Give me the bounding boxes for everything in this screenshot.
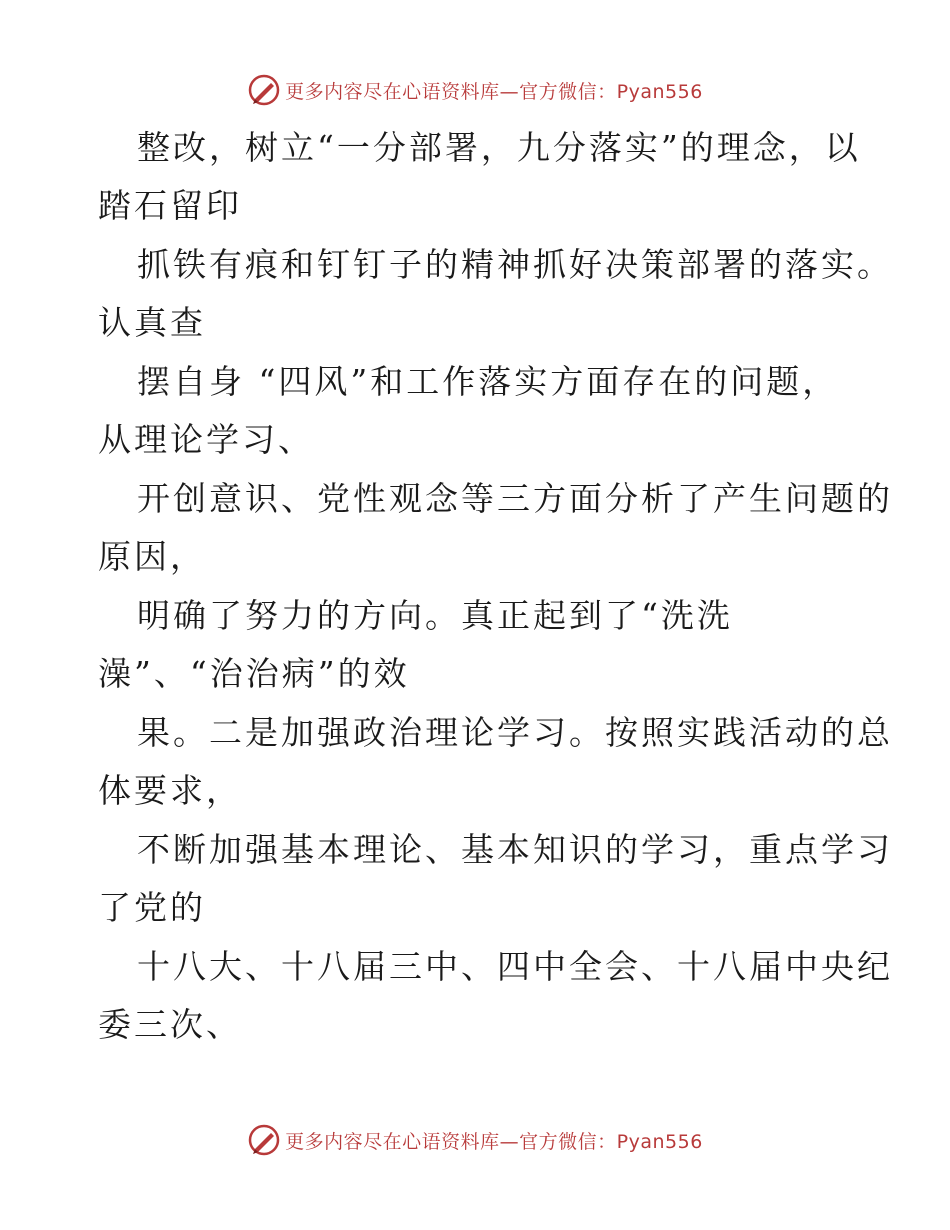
text-line: 明确了努力的方向。真正起到了“洗洗 [137, 596, 733, 635]
text-line: 踏石留印 [98, 186, 242, 225]
text-line: 果。二是加强政治理论学习。按照实践活动的总 [137, 713, 893, 752]
text-line: 十八大、十八届三中、四中全会、十八届中央纪 [137, 947, 893, 986]
text-line: 从理论学习、 [98, 420, 314, 459]
text-line: 不断加强基本理论、基本知识的学习，重点学习 [137, 830, 893, 869]
watermark-text: 更多内容尽在心语资料库—官方微信：Pyan556 [285, 1130, 703, 1153]
text-line: 体要求， [98, 771, 242, 810]
text-line: 开创意识、党性观念等三方面分析了产生问题的 [137, 479, 893, 518]
header-watermark [0, 70, 950, 110]
text-line: 委三次、 [98, 1005, 242, 1044]
pen-logo-icon [247, 73, 281, 107]
text-line: 抓铁有痕和钉钉子的精神抓好决策部署的落实。 [137, 245, 893, 284]
text-line: 整改，树立“一分部署，九分落实”的理念，以 [137, 128, 861, 167]
pen-logo-icon [247, 1123, 281, 1157]
footer-watermark [0, 1120, 950, 1160]
text-line: 摆自身 “四风”和工作落实方面存在的问题， [137, 362, 839, 401]
text-line: 了党的 [98, 888, 206, 927]
text-line: 澡”、“治治病”的效 [98, 654, 410, 693]
text-line: 认真查 [98, 303, 206, 342]
text-line: 原因， [98, 537, 206, 576]
watermark-text: 更多内容尽在心语资料库—官方微信：Pyan556 [285, 80, 703, 103]
